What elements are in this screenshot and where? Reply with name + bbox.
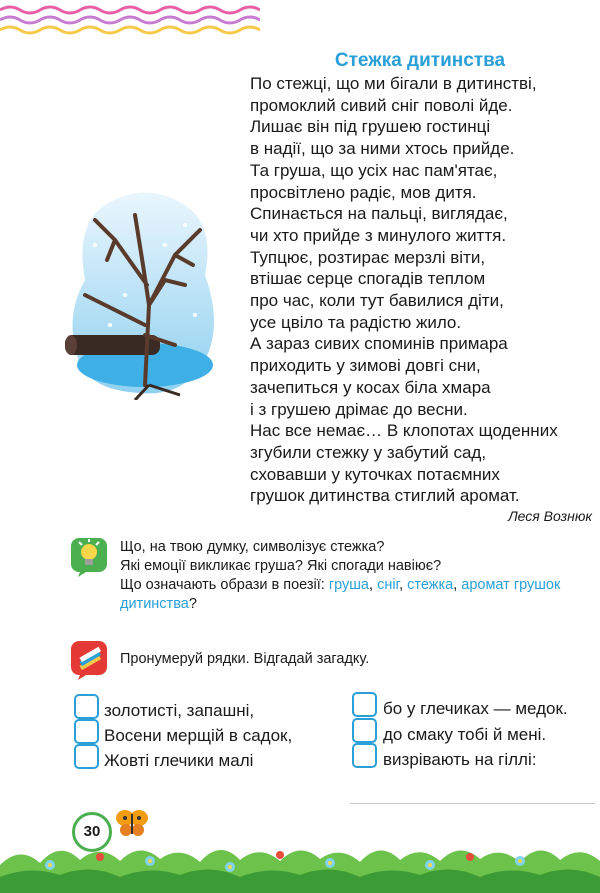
image-word: аромат грушок дитинства (120, 577, 561, 612)
question-2: Які емоції викликає груша? Які спогади навіює? (120, 558, 442, 574)
poem-line: Тупцює, розтирає мерзлі віти, (250, 247, 486, 267)
poem-line: чи хто прийде з минулого життя. (250, 225, 507, 245)
poem-line: грушок дитинства стиглий аромат. (250, 486, 520, 506)
comma: , (453, 577, 458, 593)
number-box[interactable] (352, 718, 377, 743)
image-word: стежка (407, 577, 454, 593)
poem-line: По стежці, що ми бігали в дитинстві, (250, 74, 537, 93)
poem-line: усе цвіло та радістю жило. (250, 312, 462, 332)
poem-line: Та груша, що усіх нас пам'ятає, (250, 160, 498, 180)
riddle-line: визрівають на гіллі: (383, 750, 537, 769)
poem-line: згубили стежку у забутий сад, (250, 442, 487, 462)
poem-text (250, 73, 600, 507)
flower-meadow (0, 835, 600, 893)
riddle-line: золотисті, запашні, (104, 701, 255, 720)
comma: , (399, 577, 404, 593)
riddle-line: Жовті глечики малі (104, 751, 254, 770)
poem-line: втішає серце спогадів теплом (250, 269, 486, 289)
poem-line: Нас все немає… В клопотах щоденних (250, 421, 558, 441)
riddle-line: Восени мерщій в садок, (104, 726, 293, 745)
poem-line: приходить у зимові довгі сни, (250, 356, 481, 376)
riddle-line: до смаку тобі й мені. (383, 725, 547, 744)
image-word: сніг (377, 577, 400, 593)
image-word: груша (328, 577, 369, 593)
page-number: 30 (72, 812, 112, 852)
answer-line[interactable] (350, 803, 595, 804)
number-box[interactable] (352, 743, 377, 768)
poem-title: Стежка дитинства (334, 50, 506, 71)
question-3-text: Що означають образи в поезії: (120, 577, 325, 593)
poem-line: в надії, що за ними хтось прийде. (250, 139, 515, 159)
number-box[interactable] (352, 692, 377, 717)
winter-tree-illustration (65, 185, 225, 400)
number-box[interactable] (74, 744, 99, 769)
poem-line: зачепиться у косах біла хмара (250, 377, 491, 397)
poem-line: і з грушею дрімає до весни. (250, 399, 468, 419)
number-box[interactable] (74, 719, 99, 744)
task-text: Пронумеруй рядки. Відгадай загадку. (120, 651, 370, 667)
poem-author: Леся Вознюк (508, 508, 592, 524)
riddle-line: бо у глечиках — медок. (383, 699, 568, 718)
question-1: Що, на твою думку, символізує стежка? (120, 539, 385, 555)
number-box[interactable] (74, 694, 99, 719)
poem-line: Лишає він під грушею гостинці (250, 117, 491, 137)
poem-line: сховавши у куточках потаємних (250, 464, 500, 484)
lightbulb-icon (70, 537, 110, 577)
question-mark: ? (188, 596, 197, 612)
pencils-icon (70, 640, 110, 680)
poem-line: промоклий сивий сніг поволі йде. (250, 95, 513, 115)
comma: , (369, 577, 374, 593)
decorative-waves (0, 0, 260, 40)
poem-line: Спинається на пальці, виглядає, (250, 204, 508, 224)
poem-line: А зараз сивих споминів примара (250, 334, 508, 354)
poem-line: про час, коли тут бавилися діти, (250, 291, 504, 311)
question-3 (120, 576, 595, 614)
questions-block (120, 538, 595, 614)
poem-line: просвітлено радіє, мов дитя. (250, 182, 477, 202)
butterfly-icon (114, 808, 150, 838)
